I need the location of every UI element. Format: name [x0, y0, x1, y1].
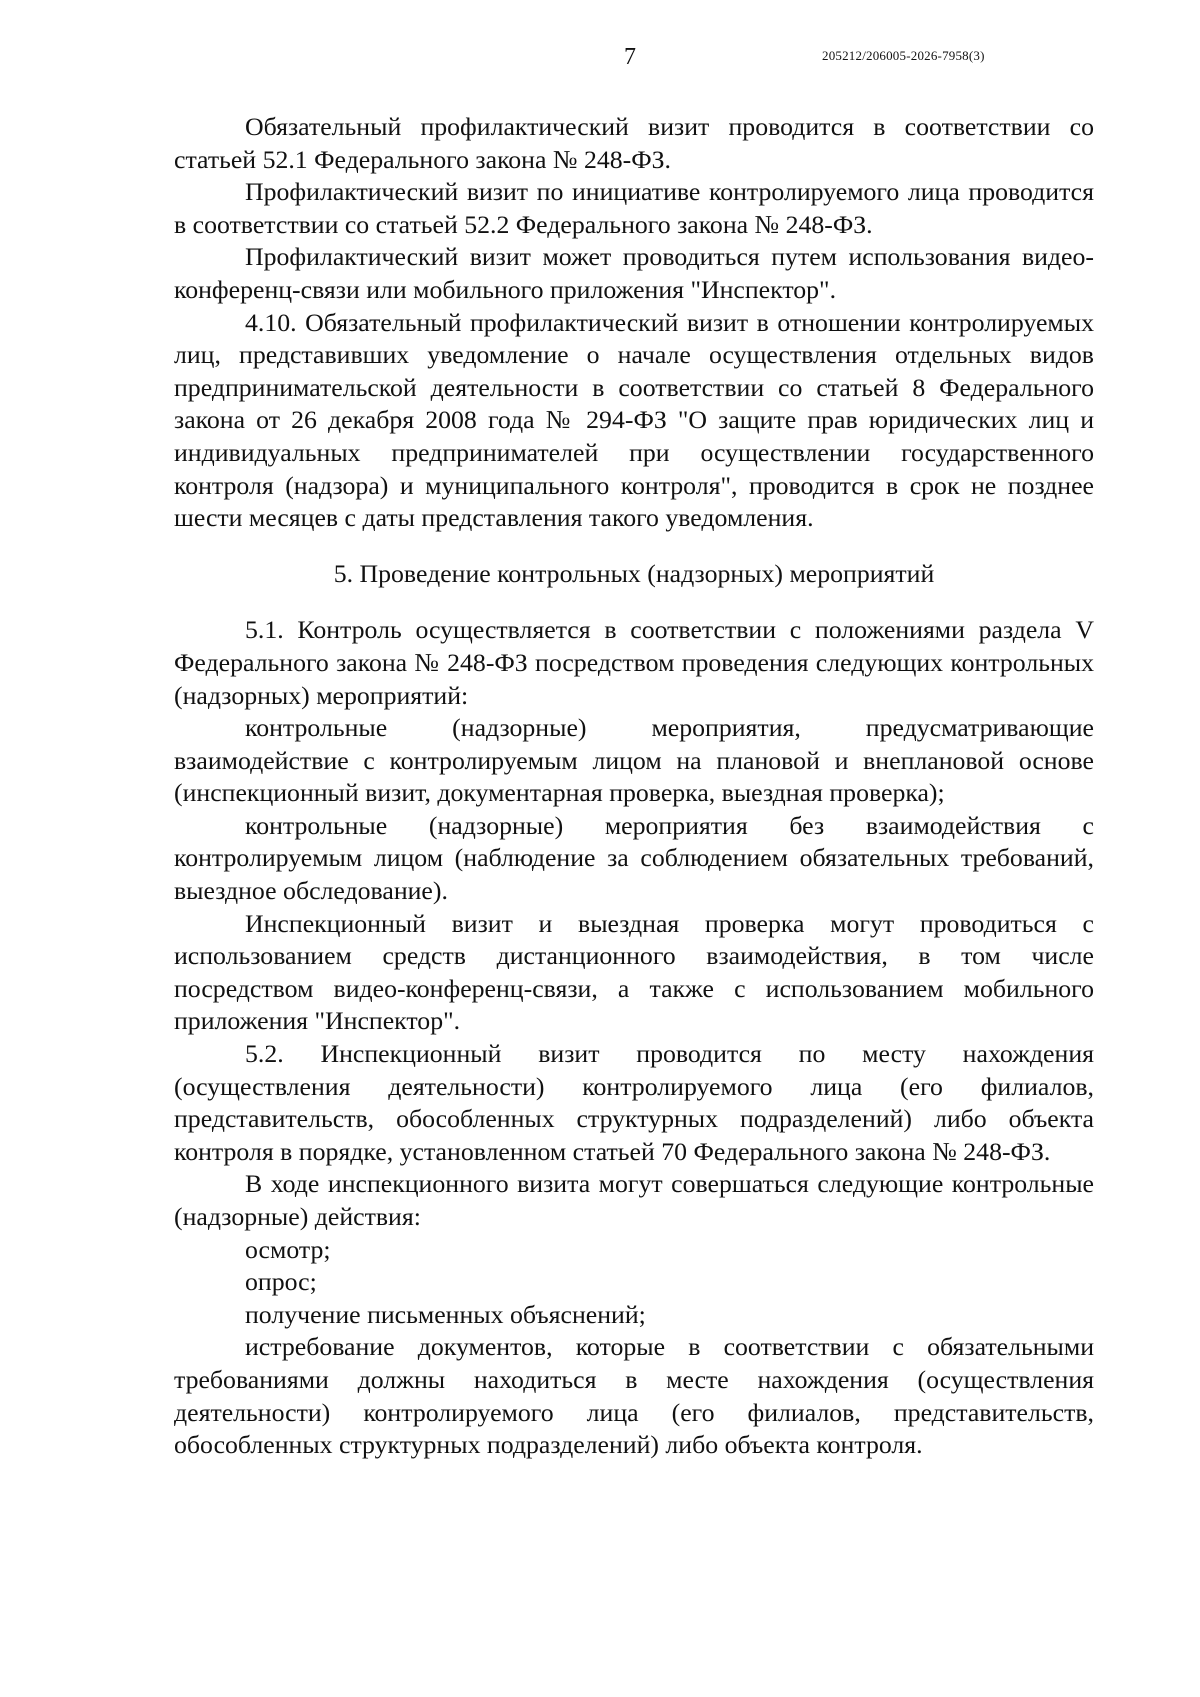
list-item-survey: опрос;: [245, 1267, 317, 1297]
paragraph-video-conference: Профилактический визит может проводиться путем использования видео-конференц-связи или мобильного приложения "Инспектор".: [174, 242, 1094, 304]
paragraph-documents-request: истребование документов, которые в соответствии с обязательными требованиями должны находиться в месте нахождения (осуществления деятельности) контролируемого лица (его филиалов, представительств, обособленных структурных подразделений) либо объекта контроля.: [174, 1332, 1094, 1460]
document-number: 205212/206005-2026-7958(3): [822, 48, 985, 63]
paragraph-5-2: 5.2. Инспекционный визит проводится по месту нахождения (осуществления деятельности) контролируемого лица (его филиалов, представительств, обособленных структурных подразделений) либо объекта контроля в порядке, установленном статьей 70 Федерального закона № 248-ФЗ.: [174, 1039, 1094, 1166]
section-heading: 5. Проведение контрольных (надзорных) мероприятий: [333, 558, 935, 588]
paragraph-5-1: 5.1. Контроль осуществляется в соответствии с положениями раздела V Федерального закона № 248-ФЗ посредством проведения следующих контрольных (надзорных) мероприятий:: [174, 615, 1094, 710]
paragraph-actions-intro: В ходе инспекционного визита могут совершаться следующие контрольные (надзорные) действия:: [174, 1169, 1094, 1231]
list-item-inspection: осмотр;: [245, 1234, 331, 1264]
paragraph-with-interaction: контрольные (надзорные) мероприятия, предусматривающие взаимодействие с контролируемым лицом на плановой и внеплановой основе (инспекционный визит, документарная проверка, выездная проверка);: [174, 713, 1094, 808]
paragraph-remote-interaction: Инспекционный визит и выездная проверка могут проводиться с использованием средств дистанционного взаимодействия, в том числе посредством видео-конференц-связи, а также с использованием мобильного приложения "Инспектор".: [174, 908, 1094, 1036]
paragraph-mandatory-visit: Обязательный профилактический визит проводится в соответствии со статьей 52.1 Федерального закона № 248-ФЗ.: [174, 112, 1094, 174]
paragraph-without-interaction: контрольные (надзорные) мероприятия без взаимодействия с контролируемым лицом (наблюдение за соблюдением обязательных требований, выездное обследование).: [174, 810, 1094, 906]
paragraph-4-10: 4.10. Обязательный профилактический визит в отношении контролируемых лиц, представивших уведомление о начале осуществления отдельных видов предпринимательской деятельности в соответствии со статьей 8 Федерального закона от 26 декабря 2008 года № 294-ФЗ "О защите прав юридических лиц и индивидуальных предпринимателей при осуществлении государственного контроля (надзора) и муниципального контроля", проводится в срок не позднее шести месяцев с даты представления такого уведомления.: [174, 307, 1094, 533]
list-item-explanations: получение письменных объяснений;: [245, 1299, 646, 1329]
paragraph-initiative-visit: Профилактический визит по инициативе контролируемого лица проводится в соответствии со статьей 52.2 Федерального закона № 248-ФЗ.: [174, 177, 1094, 239]
page-number: 7: [624, 44, 636, 70]
document-body: [174, 111, 1094, 1462]
